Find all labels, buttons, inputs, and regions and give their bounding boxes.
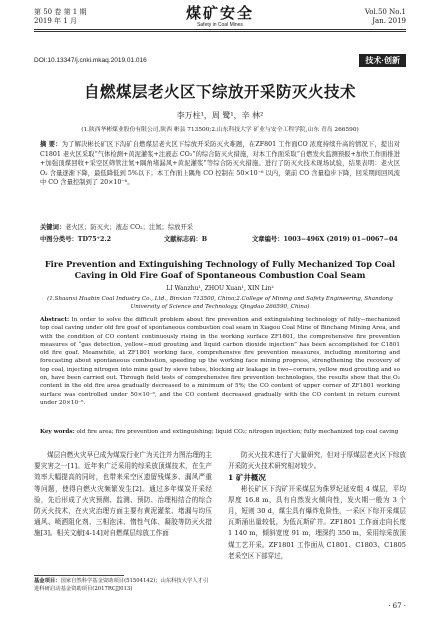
class-number: 中图分类号：TD75⁺2.2 [40,236,111,243]
doi: DOI:10.13347/j.cnki.mkaq.2019.01.016 [34,57,147,64]
body-paragraph: 煤层自燃火灾早已成为煤炭行业广为关注并力图治理的主要灾害之一[1]。近年来广泛采用的综采放顶煤技术，在生产效率大幅提高的同时，也带来采空区遗留残煤多、漏风严重等问题，使得自燃火灾频繁发生[2]。通过多年煤炭开采经验，先后形成了火灾预测、监测、预防、治理相结合的综合防灭火技术，在火灾治理方面主要有黄泥灌浆、堵漏与均压通风、喷洒阻化剂、三相泡沫、惰性气体、凝胶等防灭火措施[3]。相关文献[4-14]对自燃煤层综放工作面 [34,451,212,538]
affiliation-cn: (1.陕西华彬煤业股份有限公司,陕西 彬县 713500;2.山东科技大学 矿业与安全工程学院,山东 青岛 266590) [81,127,359,133]
journal-logo-text: 煤矿安全 [185,4,254,22]
funding-label: 基金项目： [34,578,61,584]
authors-cn: 李万柱¹，周 鹭¹，辛 林² [176,111,264,120]
abstract-en [40,316,400,407]
issue-info [34,8,87,26]
section-tag: 技术·创新 [359,54,406,67]
footnote-rule [34,575,124,576]
abstract-cn [40,140,400,188]
page-number: · 67 · [388,602,406,610]
issue-info-en [365,8,406,26]
funding-footnote [34,578,212,593]
body-column-left [34,450,212,540]
abstract-cn-label: 摘 要： [40,141,62,148]
keywords-en [40,428,400,436]
body-paragraph-intro: 防灭火技术进行了大量研究，但对于厚煤层老火区下综放开采防灭火技术研究相对较少。 [228,451,406,471]
funding-text: 国家自然科学基金资助项目(51504142)；山东科技大学人才引进科研启动基金资助项目(2017RCJJ013) [34,578,209,592]
keywords-en-label: Key words: [40,429,75,435]
abstract-en-text: In order to solve the difficult problem about fire prevention and extinguishing technology of fully−mechanized top coal caving under old fire goaf of spontaneous combustion coal seam in Xiagou Coal Mine of Binchang Mining Area, and with the condition of CO content continuously rising in the working surface ZF1801, the comprehensive fire prevention measures of “gas detection, yellow−mud grouting and liquid carbon dioxide injection” has been accomplished for C1801 old fire goaf. Meanwhile, at ZF1801 working face, comprehensive fire prevention measures, including monitoring and forecasting about spontaneous combustion, speeding up the working face mining progress, strengthening the recovery of top coal, injecting nitrogen into mine goaf by sieve tubes, blocking air leakage in two−corners, yellow mud grouting and so on, have been carried out. Through field tests of comprehensive fire prevention technologies, the results show that the O₂ content in the old fire area gradually decreased to a minimum of 5%; the CO content of upper corner of ZF1801 working surface was controlled under 50×10⁻⁶, and the CO content decreased gradually with the CO content in return current under 20×10⁻⁶. [40,317,401,406]
abstract-en-label: Abstract: [40,317,70,323]
abstract-cn-text: 为了解决彬长矿区下沟矿自燃煤层老火区下综放开采防灭火难题，在ZF801 工作面CO 浓度持续升高的情况下，提出对 C1801 老火区采取“气体检测+黄泥灌浆+注液态 CO₂”的综合防灭火措施，对本工作面采取“自燃发火监测预报+加快工作面推进+加强顶煤回收+采空区筛管注氮+隅角堵漏风+黄泥灌浆”等综合防灭火措施。进行了防灭火技术现场试验，结果表明：老火区 O₂ 含量逐渐下降，最低降低到 5%以下；本工作面上隅角 CO 控制在 50×10⁻⁶ 以内，架前 CO 含量稳步下降，回采期间回风流中 CO 含量控制到了 20×10⁻⁶。 [40,141,400,186]
affiliation-en: (1.Shaanxi Huabin Coal Industry Co., Ltd., Binxian 713500, China;2.College of Mining and Safety Engineering, Shandong University of Science and Technology, Qingdao 266590, China) [47,296,393,310]
body-column-right [228,450,406,562]
journal-logo [180,4,260,28]
article-title-cn: 自燃煤层老火区下综放开采防灭火技术 [83,82,356,101]
issue-date-en: Jan. 2019 [372,17,406,25]
issue-date: 2019 年 1 月 [34,17,77,25]
authors-en: LI Wanzhu¹, ZHOU Xuan¹, XIN Lin² [166,285,274,292]
keywords-cn-text: 老火区；防灭火；液态 CO₂；注氮；综放开采 [65,224,194,231]
volume-issue: 第 50 卷 第 1 期 [34,8,87,16]
section-heading: 1 矿井概况 [228,473,266,483]
header-rule [34,29,406,30]
document-code: 文献标志码：B [164,236,208,243]
body-paragraph-mine: 彬长矿区下沟矿开采煤层为侏罗纪延安组 4 煤层，平均厚度 16.8 m，具有自然发火倾向性，发火期一般为 3 个月，短则 30 d，煤尘具有爆炸危险性，一采区下综开采煤层瓦斯涌出量较低，为低瓦斯矿井。ZF1801 工作面走向长度 1 140 m，倾斜宽度 91 m，埋深约 350 m，采用综采放顶煤工艺开采。ZF1801 工作面从 C1801、C1803、C1805 老采空区下部穿过， [228,484,406,560]
header-rule-thin [34,31,406,32]
article-title-en: Fire Prevention and Extinguishing Technology of Fully Mechanized Top Coal Caving in Old Fire Goaf of Spontaneous Combustion Coal Seam [44,259,396,280]
keywords-cn [40,222,400,231]
journal-logo-subtitle: Safety in Coal Mines [197,22,243,28]
volume-issue-en: Vol.50 No.1 [364,8,406,16]
article-number: 文章编号：1003−496X (2019) 01−0067−04 [252,236,398,243]
keywords-cn-label: 关键词： [40,224,66,231]
keywords-en-text: old fire area; fire prevention and extinguishing; liquid CO₂; nitrogen injection; fully mechanized top coal caving [76,429,399,435]
